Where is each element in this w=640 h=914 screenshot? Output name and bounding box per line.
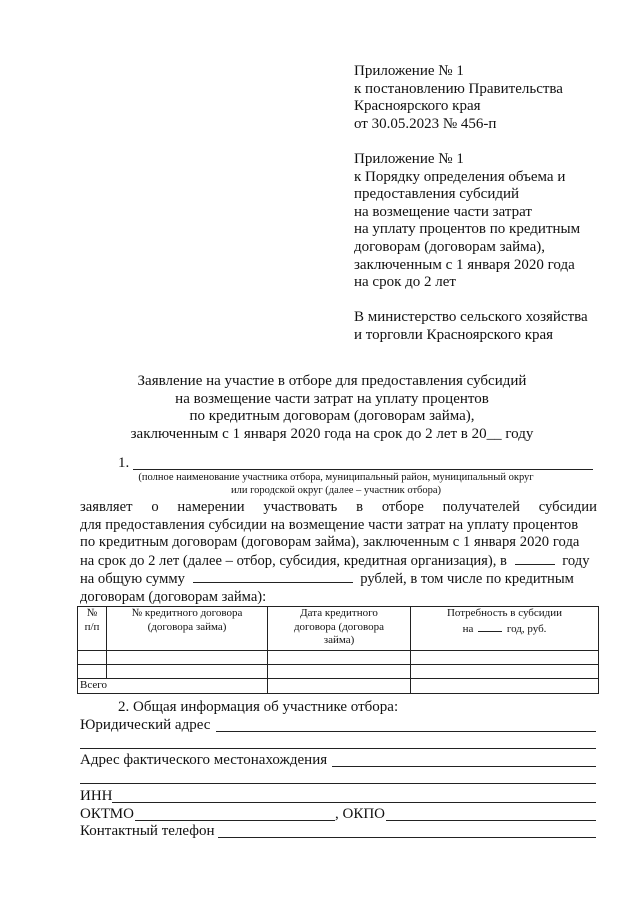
paragraph-line-5 xyxy=(80,570,597,589)
phone-label: Контактный телефон xyxy=(80,823,215,839)
okpo-label: , ОКПО xyxy=(335,806,386,822)
participant-name-field[interactable] xyxy=(133,469,593,470)
appendix-1-line: Красноярского края xyxy=(354,98,481,115)
inn-field[interactable] xyxy=(112,802,596,803)
header-text: № xyxy=(86,607,98,619)
caption-line: (полное наименование участника отбора, муниципальный район, муниципальный округ xyxy=(138,472,534,483)
actual-address-field-line-2[interactable] xyxy=(80,783,596,784)
header-text: № кредитного договора xyxy=(131,607,243,619)
appendix-1-block xyxy=(354,63,563,133)
actual-address-label: Адрес фактического местонахождения xyxy=(80,752,328,768)
table-cell[interactable] xyxy=(268,651,411,665)
document-title xyxy=(60,373,604,443)
appendix-1-line: от 30.05.2023 № 456-п xyxy=(354,115,497,132)
table-cell[interactable] xyxy=(411,665,599,679)
header-text-part: на xyxy=(462,622,474,635)
word: заявляет xyxy=(80,499,133,515)
paragraph-line-6: договорам (договорам займа): xyxy=(80,588,267,605)
oktmo-label: ОКТМО xyxy=(80,806,134,822)
word: о xyxy=(151,499,159,515)
appendix-2-line: на уплату процентов по кредитным xyxy=(354,221,581,238)
legal-address-field-line-2[interactable] xyxy=(80,748,596,749)
paragraph-line-3: по кредитным договорам (договорам займа), заключенным с 1 января 2020 года xyxy=(80,534,580,551)
header-text: договора (договора xyxy=(293,620,385,633)
legal-address-label: Юридический адрес xyxy=(80,717,211,733)
word: в xyxy=(356,499,364,515)
table-cell[interactable] xyxy=(107,665,268,679)
paragraph-line-5-text: рублей, в том числе по кредитным xyxy=(360,571,574,588)
section-1-number: 1. xyxy=(118,455,130,471)
addressee-block xyxy=(354,309,588,344)
table-row xyxy=(78,651,599,665)
paragraph-line-2: для предоставления субсидии на возмещение части затрат на уплату процентов xyxy=(80,516,579,533)
table-total-row xyxy=(78,679,599,694)
need-year-field[interactable] xyxy=(478,621,502,632)
header-text-part: год, руб. xyxy=(506,622,547,635)
loans-table xyxy=(77,606,599,694)
header-cell-contract-number xyxy=(107,607,268,651)
total-amount-label: на общую сумму xyxy=(80,571,185,588)
appendix-2-line: договорам (договорам займа), xyxy=(354,238,545,255)
section-2-heading: 2. Общая информация об участнике отбора: xyxy=(118,699,399,715)
year-field[interactable] xyxy=(515,552,555,565)
total-amount-field[interactable] xyxy=(193,570,353,583)
table-cell[interactable] xyxy=(78,665,107,679)
total-label-cell: Всего xyxy=(78,679,268,694)
appendix-2-line: Приложение № 1 xyxy=(354,151,464,167)
header-cell-subsidy-need xyxy=(411,607,599,651)
appendix-2-block xyxy=(354,151,580,292)
table-cell[interactable] xyxy=(411,651,599,665)
header-text: п/п xyxy=(84,620,100,633)
table-cell[interactable] xyxy=(78,651,107,665)
word: намерении xyxy=(177,499,245,515)
word: отборе xyxy=(381,499,424,515)
word: субсидии xyxy=(538,499,597,515)
table-row xyxy=(78,665,599,679)
legal-address-field[interactable] xyxy=(216,731,596,732)
header-text: (договора займа) xyxy=(147,620,227,633)
year-suffix: году xyxy=(562,552,590,569)
appendix-1-line: к постановлению Правительства xyxy=(354,80,563,97)
word: участвовать xyxy=(263,499,338,515)
table-cell[interactable] xyxy=(411,679,599,694)
okpo-field[interactable] xyxy=(386,820,596,821)
participant-name-caption xyxy=(96,471,576,497)
table-cell[interactable] xyxy=(107,651,268,665)
phone-field[interactable] xyxy=(218,837,596,838)
appendix-1-line: Приложение № 1 xyxy=(354,63,464,79)
inn-label: ИНН xyxy=(80,788,113,804)
table-header-row xyxy=(78,607,599,651)
header-text: Потребность в субсидии xyxy=(446,607,563,619)
word: получателей xyxy=(442,499,520,515)
oktmo-field[interactable] xyxy=(135,820,335,821)
addressee-line: В министерство сельского хозяйства xyxy=(354,309,588,325)
actual-address-field[interactable] xyxy=(332,766,596,767)
appendix-2-line: к Порядку определения объема и xyxy=(354,168,566,185)
appendix-2-line: предоставления субсидий xyxy=(354,186,520,203)
section-1-paragraph xyxy=(80,499,597,607)
header-text: Дата кредитного xyxy=(300,607,378,619)
appendix-2-line: на возмещение части затрат xyxy=(354,203,532,220)
caption-line: или городской округ (далее – участник отбора) xyxy=(230,485,442,496)
addressee-line: и торговли Красноярского края xyxy=(354,326,554,343)
paragraph-line-1 xyxy=(80,499,597,517)
table-cell[interactable] xyxy=(268,679,411,694)
title-line: на возмещение части затрат на уплату процентов xyxy=(175,390,489,407)
title-line: заключенным с 1 января 2020 года на срок до 2 лет в 20__ году xyxy=(130,425,534,442)
paragraph-line-4 xyxy=(80,552,597,571)
title-line: Заявление на участие в отборе для предоставления субсидий xyxy=(137,373,527,389)
title-line: по кредитным договорам (договорам займа), xyxy=(189,408,475,425)
table-cell[interactable] xyxy=(268,665,411,679)
header-text xyxy=(411,621,598,637)
header-text: займа) xyxy=(323,634,355,646)
appendix-2-line: на срок до 2 лет xyxy=(354,274,456,291)
paragraph-line-4-text: на срок до 2 лет (далее – отбор, субсидия, кредитная организация), в xyxy=(80,552,507,569)
appendix-2-line: заключенным с 1 января 2020 года xyxy=(354,256,575,273)
header-cell-contract-date xyxy=(268,607,411,651)
header-cell-number xyxy=(78,607,107,651)
